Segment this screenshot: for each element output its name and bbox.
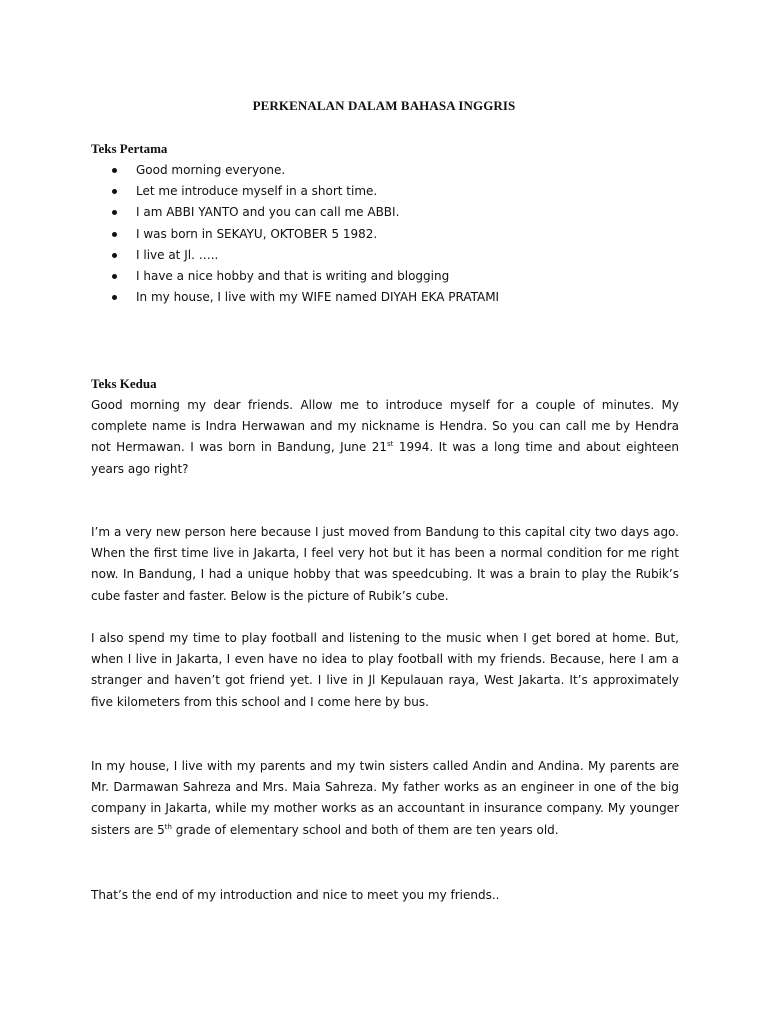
list-item — [112, 181, 499, 202]
bullet-icon — [112, 274, 117, 279]
list-item-text: Let me introduce myself in a short time. — [136, 184, 378, 199]
bullet-icon — [112, 168, 117, 173]
paragraph-text: grade of elementary school and both of them are ten years old. — [171, 822, 559, 837]
list-item — [112, 160, 499, 181]
list-item-text: I live at Jl. ….. — [136, 247, 219, 262]
introduction-bullet-list — [112, 160, 499, 308]
list-item — [112, 245, 499, 266]
list-item-text: I am ABBI YANTO and you can call me ABBI. — [136, 205, 400, 220]
list-item-text: I was born in SEKAYU, OKTOBER 5 1982. — [136, 226, 378, 241]
list-item — [112, 287, 499, 308]
bullet-icon — [112, 253, 117, 258]
list-item — [112, 224, 499, 245]
bullet-icon — [112, 210, 117, 215]
list-item-text: Good morning everyone. — [136, 163, 286, 177]
section-heading-teks-kedua: Teks Kedua — [91, 376, 157, 391]
bullet-icon — [112, 295, 117, 300]
paragraph-text: In my house, I live with my parents and my twin sisters called Andin and Andina. My parents are Mr. Darmawan Sahreza and Mrs. Maia Sahreza. My father works as an engineer in one of the big company in Jakarta, while my mother works as an accountant in insurance company. My younger sisters are 5 — [91, 759, 679, 837]
bullet-icon — [112, 232, 117, 237]
paragraph-football: I also spend my time to play football and listening to the music when I get bored at home. But, when I live in Jakarta, I even have no idea to play football with my friends. Because, here I am a stranger and haven’t got friend yet. I live in Jl Kepulauan raya, West Jakarta. It’s approximately five kilometers from this school and I come here by bus. — [91, 631, 679, 709]
ordinal-suffix: st — [387, 440, 394, 449]
list-item-text: I have a nice hobby and that is writing and blogging — [136, 268, 450, 283]
paragraph-greeting — [91, 395, 679, 480]
paragraph-text: Good morning my dear friends. Allow me to introduce myself for a couple of minutes. My complete name is Indra Herwawan and my nickname is Hendra. So you can call me by Hendra not Hermawan. I was born in Bandung, June 21 — [91, 398, 679, 455]
list-item — [112, 202, 499, 223]
bullet-icon — [112, 189, 117, 194]
document-title: PERKENALAN DALAM BAHASA INGGRIS — [252, 98, 516, 113]
ordinal-suffix: th — [164, 822, 172, 831]
paragraph-closing: That’s the end of my introduction and nice to meet you my friends.. — [91, 888, 500, 902]
paragraph-family — [91, 756, 679, 841]
section-heading-teks-pertama: Teks Pertama — [91, 141, 168, 156]
list-item — [112, 266, 499, 287]
list-item-text: In my house, I live with my WIFE named DIYAH EKA PRATAMI — [136, 290, 500, 305]
paragraph-text: 1994. It was a long time and about eighteen years ago right? — [91, 440, 679, 476]
paragraph-new-person: I’m a very new person here because I just moved from Bandung to this capital city two days ago. When the first time live in Jakarta, I feel very hot but it has been a normal condition for me right now. In Bandung, I had a unique hobby that was speedcubing. It was a brain to play the Rubik’s cube faster and faster. Below is the picture of Rubik’s cube. — [91, 525, 679, 603]
